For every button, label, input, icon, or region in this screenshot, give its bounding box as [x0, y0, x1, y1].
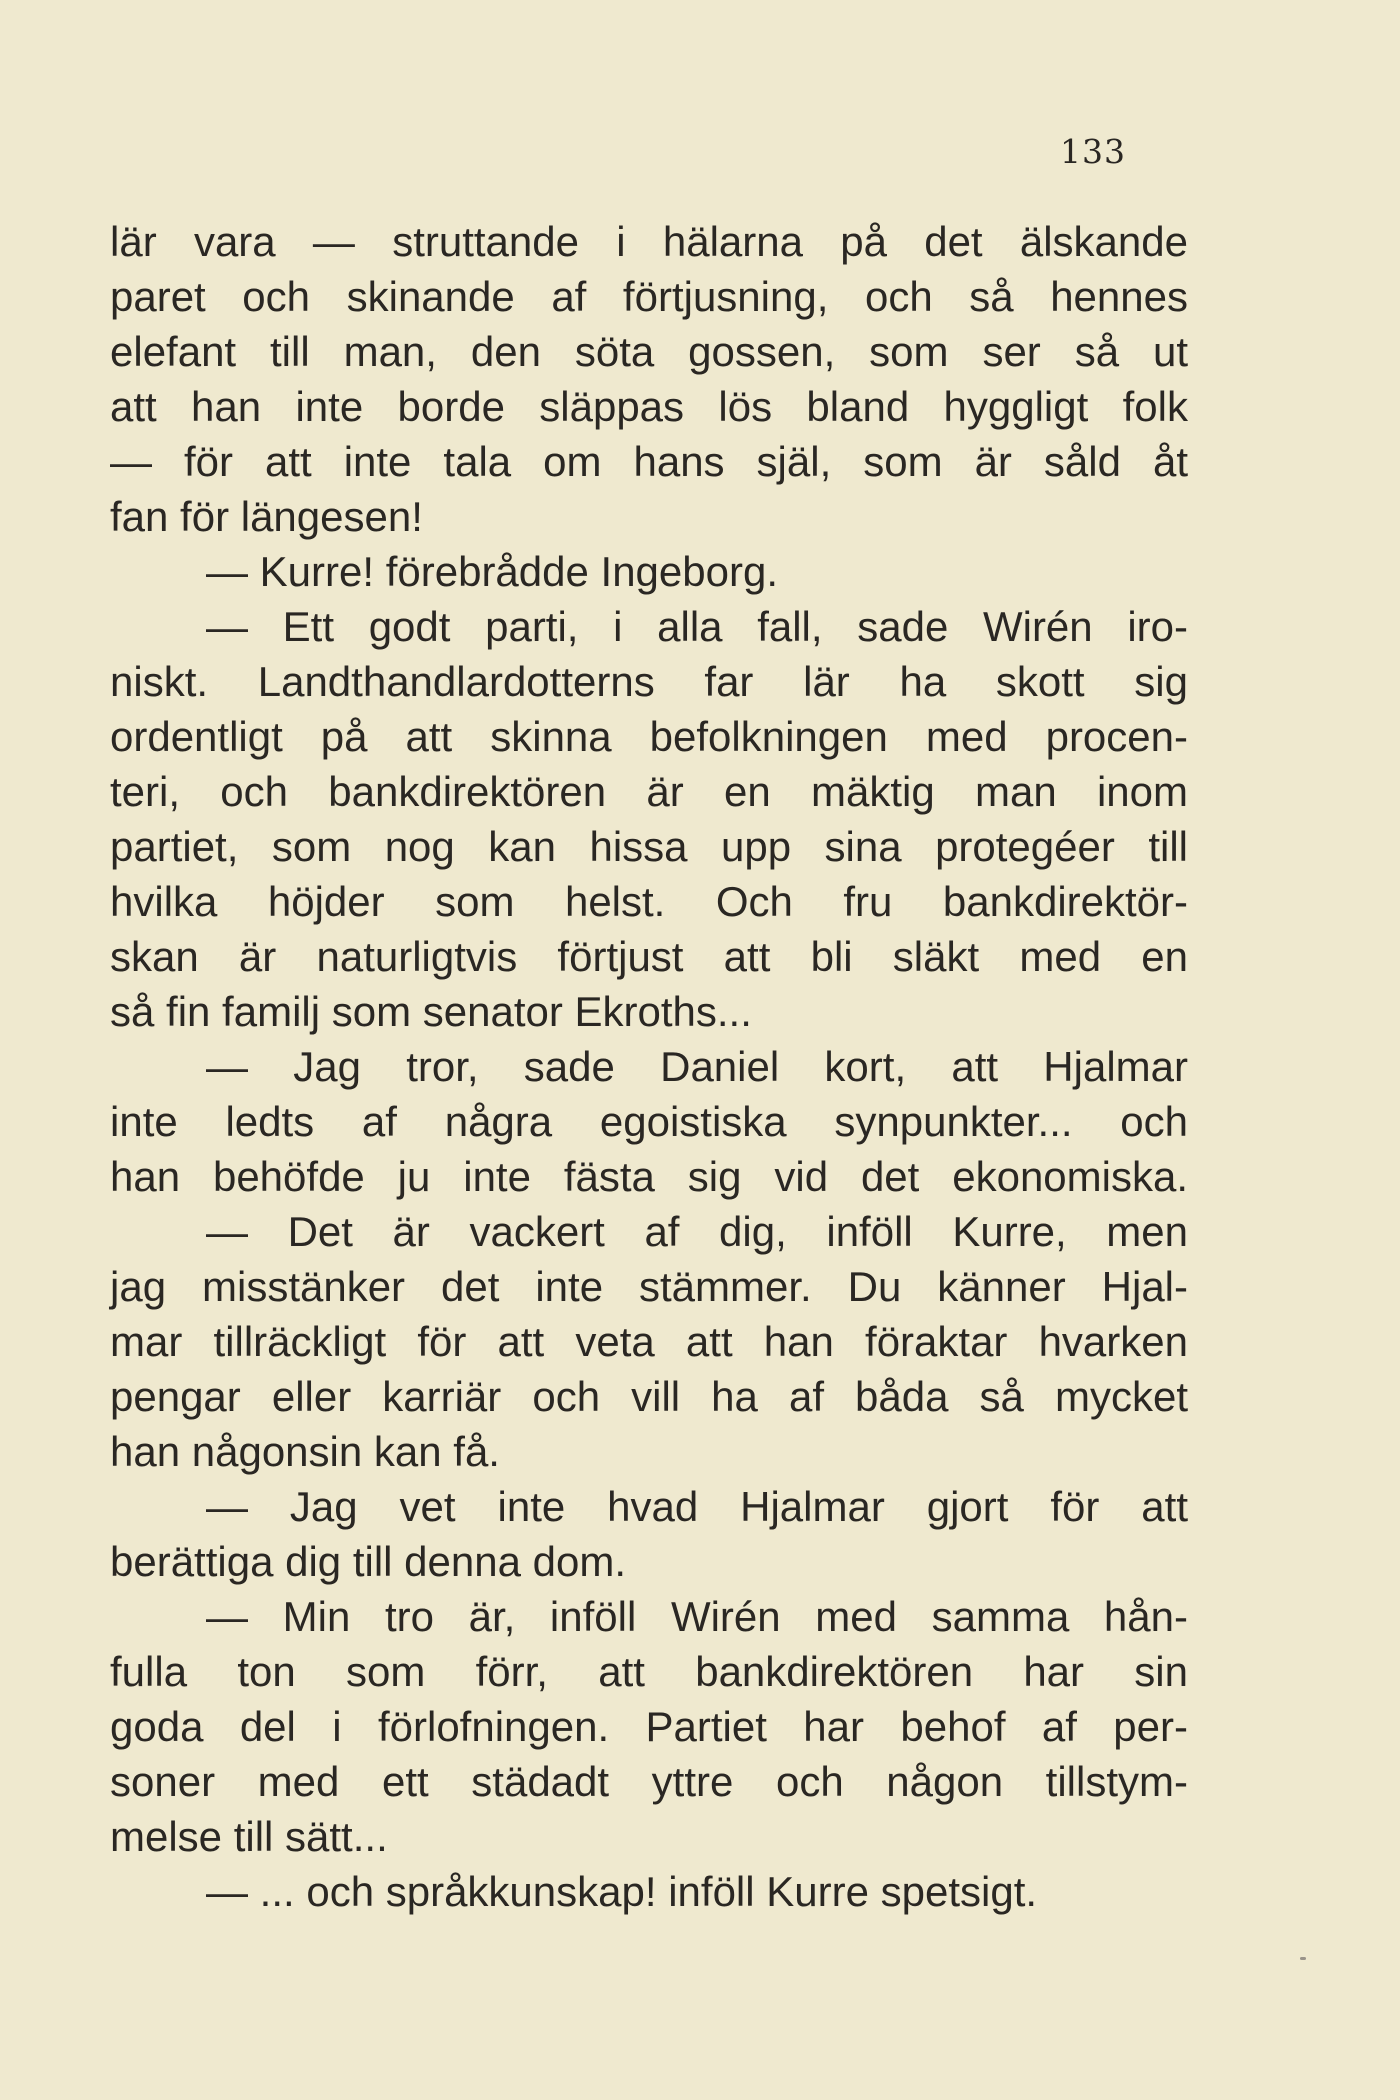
text-line: så fin familj som senator Ekroths... — [110, 988, 752, 1035]
page-number: 133 — [1060, 132, 1126, 171]
text-line: paret och skinande af förtjusning, och så hennes — [110, 273, 1188, 320]
text-line: — Min tro är, inföll Wirén med samma hån- — [206, 1593, 1188, 1640]
text-line: berättiga dig till denna dom. — [110, 1538, 626, 1585]
text-line: han någonsin kan få. — [110, 1428, 500, 1475]
text-line: skan är naturligtvis förtjust att bli släkt med en — [110, 933, 1188, 980]
text-line: — Jag vet inte hvad Hjalmar gjort för att — [206, 1483, 1188, 1530]
text-line: inte ledts af några egoistiska synpunkter... och — [110, 1098, 1188, 1145]
text-line: teri, och bankdirektören är en mäktig man inom — [110, 768, 1188, 815]
text-line: niskt. Landthandlardotterns far lär ha skott sig — [110, 658, 1188, 705]
text-line: jag misstänker det inte stämmer. Du känner Hjal- — [110, 1263, 1188, 1310]
text-line: att han inte borde släppas lös bland hyggligt folk — [110, 383, 1188, 430]
text-line: pengar eller karriär och vill ha af båda så mycket — [110, 1373, 1188, 1420]
text-line: — ... och språkkunskap! inföll Kurre spetsigt. — [206, 1868, 1038, 1915]
paper-speck — [1300, 1957, 1306, 1960]
text-line: han behöfde ju inte fästa sig vid det ekonomiska. — [110, 1153, 1188, 1200]
text-line: elefant till man, den söta gossen, som ser så ut — [110, 328, 1188, 375]
text-line: fulla ton som förr, att bankdirektören har sin — [110, 1648, 1188, 1695]
text-line: — Jag tror, sade Daniel kort, att Hjalmar — [206, 1043, 1188, 1090]
text-line: goda del i förlofningen. Partiet har behof af per- — [110, 1703, 1188, 1750]
body-text — [110, 214, 1188, 1919]
text-line: partiet, som nog kan hissa upp sina protegéer till — [110, 823, 1188, 870]
text-line: soner med ett städadt yttre och någon tillstym- — [110, 1758, 1188, 1805]
text-line: melse till sätt... — [110, 1813, 388, 1860]
text-line: ordentligt på att skinna befolkningen med procen- — [110, 713, 1188, 760]
text-line: — Ett godt parti, i alla fall, sade Wirén iro- — [206, 603, 1188, 650]
text-line: — för att inte tala om hans själ, som är såld åt — [110, 438, 1188, 485]
text-line: mar tillräckligt för att veta att han föraktar hvarken — [110, 1318, 1188, 1365]
text-line: lär vara — struttande i hälarna på det älskande — [110, 218, 1188, 265]
text-line: — Det är vackert af dig, inföll Kurre, men — [206, 1208, 1188, 1255]
text-line: hvilka höjder som helst. Och fru bankdirektör- — [110, 878, 1188, 925]
text-line: — Kurre! förebrådde Ingeborg. — [206, 548, 779, 595]
text-line: fan för längesen! — [110, 493, 423, 540]
